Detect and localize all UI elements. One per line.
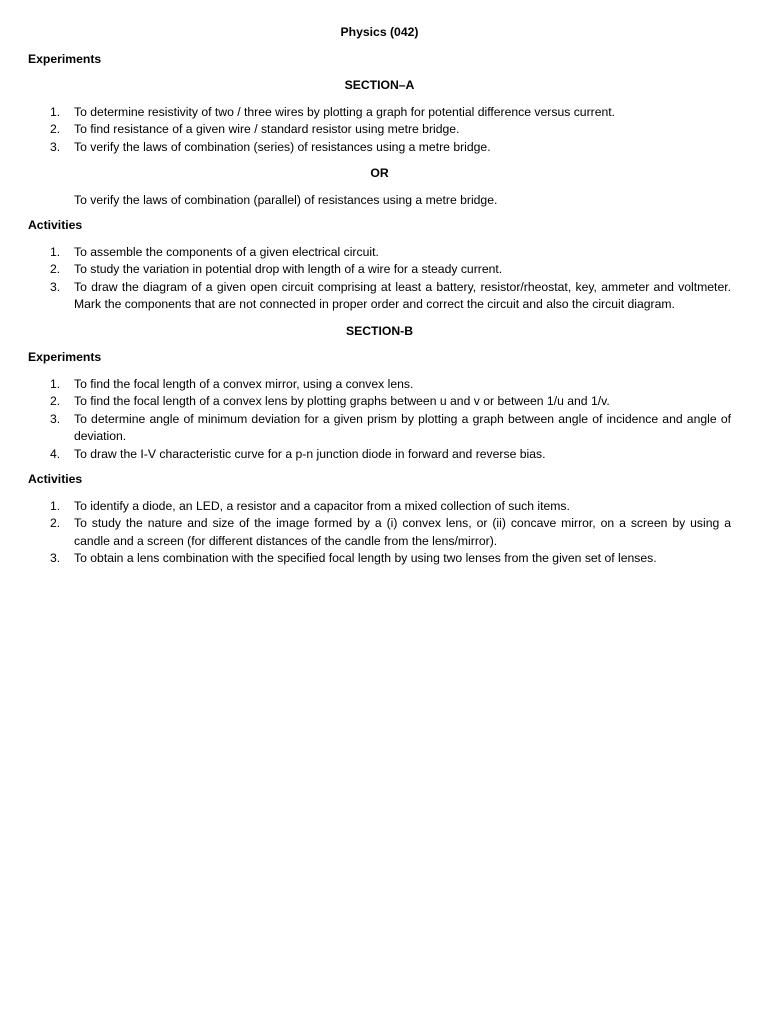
list-item-text: To study the variation in potential drop with length of a wire for a steady current. [74, 262, 503, 276]
list-item-text: To find the focal length of a convex mirror, using a convex lens. [74, 376, 414, 391]
list-number: 2. [50, 394, 61, 408]
list-item [28, 393, 731, 411]
list-number: 2. [50, 262, 61, 276]
list-item [28, 139, 731, 157]
list-item [28, 121, 731, 139]
list-number: 2. [50, 516, 61, 530]
list-item-text: To obtain a lens combination with the specified focal length by using two lenses from the given set of lenses. [74, 551, 657, 565]
list-number: 1. [50, 104, 61, 119]
list-item-text: To find the focal length of a convex lens by plotting graphs between u and v or between 1/u and 1/v. [74, 394, 610, 408]
list-number: 3. [50, 411, 61, 426]
or-separator: OR [370, 166, 389, 180]
section-a-activities-list [28, 244, 731, 314]
list-item [28, 498, 731, 516]
list-item [28, 376, 731, 394]
page-title: Physics (042) [340, 25, 419, 39]
list-number: 3. [50, 139, 61, 154]
list-number: 1. [50, 498, 61, 513]
section-b-experiments-list [28, 376, 731, 464]
list-item-text: To determine resistivity of two / three wires by plotting a graph for potential difference versus current. [74, 104, 616, 119]
list-item [28, 279, 731, 314]
section-a-experiments-list [28, 104, 731, 157]
list-item-text: To study the nature and size of the image formed by a (i) convex lens, or (ii) concave mirror, on a screen by using a candle and a screen (for different distances of the candle from the lens/mirror). [74, 516, 731, 548]
list-item-text: To determine angle of minimum deviation for a given prism by plotting a graph between angle of incidence and angle of deviation. [74, 411, 731, 443]
list-item [28, 515, 731, 550]
list-number: 2. [50, 122, 61, 136]
list-item [28, 261, 731, 279]
list-item-text: To draw the I-V characteristic curve for a p-n junction diode in forward and reverse bias. [74, 446, 546, 461]
list-item [28, 446, 731, 464]
list-number: 3. [50, 279, 61, 294]
list-number: 4. [50, 446, 61, 461]
list-item-text: To draw the diagram of a given open circuit comprising at least a battery, resistor/rheostat, key, ammeter and voltmeter. Mark the components that are not connected in proper order and correct the circuit and also the circuit diagram. [74, 279, 731, 311]
list-item-text: To find resistance of a given wire / standard resistor using metre bridge. [74, 122, 460, 136]
list-item [28, 411, 731, 446]
section-b-heading: SECTION-B [345, 323, 414, 338]
list-number: 1. [50, 244, 61, 259]
list-item-text: To assemble the components of a given electrical circuit. [74, 244, 379, 259]
section-b-experiments-heading: Experiments [28, 350, 102, 364]
list-item-text: To identify a diode, an LED, a resistor and a capacitor from a mixed collection of such items. [74, 498, 570, 513]
section-a-heading: SECTION–A [344, 78, 415, 92]
alternative-experiment: To verify the laws of combination (parallel) of resistances using a metre bridge. [74, 192, 498, 207]
section-b-activities-heading: Activities [28, 472, 83, 486]
list-item-text: To verify the laws of combination (series) of resistances using a metre bridge. [74, 139, 491, 154]
list-number: 1. [50, 376, 61, 391]
list-number: 3. [50, 551, 61, 565]
list-item [28, 104, 731, 122]
section-a-experiments-heading: Experiments [28, 51, 102, 66]
section-b-activities-list [28, 498, 731, 568]
list-item [28, 244, 731, 262]
section-a-activities-heading: Activities [28, 218, 83, 232]
list-item [28, 550, 731, 568]
